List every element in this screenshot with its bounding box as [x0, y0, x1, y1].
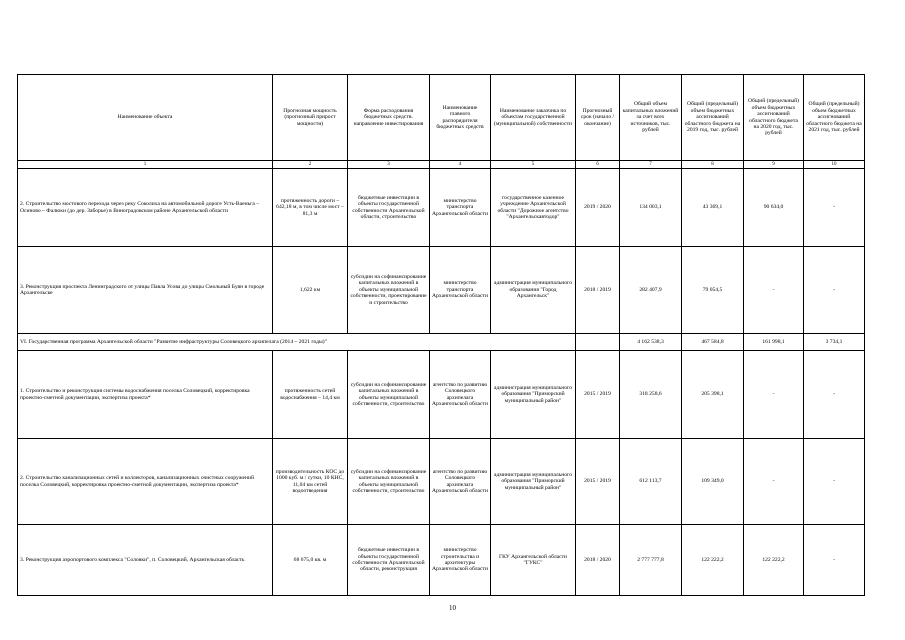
term: 2018 / 2020	[576, 525, 620, 596]
total-investment: 134 003,1	[620, 169, 682, 247]
budget-2020: -	[744, 351, 804, 439]
header-budget-2019: Общий (предельный) объем бюджетных ассигнований областного бюджета на 2019 год, тыс. рублей	[682, 75, 744, 161]
header-capacity: Прогнозная мощность (прогнозный прирост мощности)	[273, 75, 348, 161]
term: 2015 / 2019	[576, 351, 620, 439]
program-section-row	[18, 334, 865, 351]
customer: администрация муниципального образования "Приморский муниципальный район"	[491, 439, 576, 525]
capacity: производительность КОС до 1000 куб. м / сутки, 10 КНС, 11,04 км сетей водоотведения	[273, 439, 348, 525]
budget-2020: 122 222,2	[744, 525, 804, 596]
budget-2020: -	[744, 247, 804, 334]
budget-manager: агентство по развитию Соловецкого архипелага Архангельской области	[430, 351, 491, 439]
total-investment: 612 113,7	[620, 439, 682, 525]
header-budget-2020: Общий (предельный) объем бюджетных ассигнований областного бюджета на 2020 год, тыс. рублей	[744, 75, 804, 161]
customer: ГКУ Архангельской области "ГУКС"	[491, 525, 576, 596]
spending-form: бюджетные инвестиции в объекты государственной собственности Архангельской области, строительство	[348, 169, 430, 247]
budget-2021: -	[804, 169, 865, 247]
budget-2020: -	[744, 439, 804, 525]
budget-2021: -	[804, 247, 865, 334]
capital-investment-table	[17, 74, 865, 596]
table-row	[18, 439, 865, 525]
spending-form: субсидии на софинансирование капитальных вложений в объекты муниципальной собственности, строительство	[348, 439, 430, 525]
column-number: 4	[430, 161, 491, 169]
budget-2021: -	[804, 439, 865, 525]
column-number: 8	[682, 161, 744, 169]
term: 2019 / 2020	[576, 169, 620, 247]
total-investment: 318 258,6	[620, 351, 682, 439]
table-row	[18, 247, 865, 334]
header-customer: Наименование заказчика по объектам государственной (муниципальной) собственности	[491, 75, 576, 161]
section-2021: 3 734,1	[804, 334, 865, 351]
header-object-name: Наименование объекта	[18, 75, 273, 161]
section-total: 4 162 538,3	[620, 334, 682, 351]
column-number: 9	[744, 161, 804, 169]
total-investment: 282 407,9	[620, 247, 682, 334]
budget-2019: 205 398,1	[682, 351, 744, 439]
total-investment: 2 777 777,8	[620, 525, 682, 596]
budget-2020: 90 634,0	[744, 169, 804, 247]
section-2019: 467 584,8	[682, 334, 744, 351]
budget-2019: 79 054,5	[682, 247, 744, 334]
table-row	[18, 351, 865, 439]
column-number: 5	[491, 161, 576, 169]
page-number: 10	[449, 604, 456, 612]
column-number: 10	[804, 161, 865, 169]
budget-manager: министерство транспорта Архангельской области	[430, 169, 491, 247]
column-number: 1	[18, 161, 273, 169]
budget-manager: агентство по развитию Соловецкого архипелага Архангельской области	[430, 439, 491, 525]
spending-form: субсидии на софинансирование капитальных вложений в объекты муниципальной собственности, строительство	[348, 351, 430, 439]
header-total-investment: Общий объем капитальных вложений за счет всех источников, тыс. рублей	[620, 75, 682, 161]
object-name: 3. Реконструкция аэропортового комплекса "Соловки", п. Соловецкий, Архангельская область	[18, 525, 273, 596]
capacity: протяженность дороги – 642,18 м, в том числе мост – 81,3 м	[273, 169, 348, 247]
column-number: 7	[620, 161, 682, 169]
capacity: протяженность сетей водоснабжения – 14,4 км	[273, 351, 348, 439]
program-title: VI. Государственная программа Архангельской области "Развитие инфраструктуры Соловецкого архипелага (2014 – 2021 годы)"	[18, 334, 576, 351]
column-number: 3	[348, 161, 430, 169]
customer: государственное казенное учреждение Архангельской области "Дорожное агентство "Архангельскавтодор"	[491, 169, 576, 247]
budget-manager: министерство строительства и архитектуры Архангельской области	[430, 525, 491, 596]
column-number: 6	[576, 161, 620, 169]
budget-2019: 43 369,1	[682, 169, 744, 247]
column-number-row	[18, 161, 865, 169]
column-number: 2	[273, 161, 348, 169]
header-term: Прогнозный срок (начало / окончание)	[576, 75, 620, 161]
table-row	[18, 169, 865, 247]
object-name: 2. Строительство мостового перехода через реку Соколиха на автомобильной дороге Усть-Ваеньга – Осиново – Фалюки (до дер. Заборье) в Виноградовском районе Архангельской области	[18, 169, 273, 247]
table-row	[18, 525, 865, 596]
term: 2018 / 2019	[576, 247, 620, 334]
empty-cell	[576, 334, 620, 351]
term: 2015 / 2019	[576, 439, 620, 525]
section-2020: 161 998,1	[744, 334, 804, 351]
capacity: 1,622 км	[273, 247, 348, 334]
header-spending-form: Форма расходования бюджетных средств. направление инвестирования	[348, 75, 430, 161]
customer: администрация муниципального образования "Приморский муниципальный район"	[491, 351, 576, 439]
budget-2019: 109 349,0	[682, 439, 744, 525]
object-name: 3. Реконструкция проспекта Ленинградского от улицы Павла Усова до улицы Смольный Буян в городе Архангельске	[18, 247, 273, 334]
header-budget-manager: Наименование главного распорядителя бюджетных средств	[430, 75, 491, 161]
budget-2021: -	[804, 525, 865, 596]
budget-manager: министерство транспорта Архангельской области	[430, 247, 491, 334]
budget-2019: 122 222,2	[682, 525, 744, 596]
header-budget-2021: Общий (предельный) объем бюджетных ассигнований областного бюджета на 2021 год, тыс. рублей	[804, 75, 865, 161]
customer: администрация муниципального образования "Город Архангельск"	[491, 247, 576, 334]
object-name: 1. Строительство и реконструкция системы водоснабжения поселка Соловецкий, корректировка проектно-сметной документации, экспертиза проекта*	[18, 351, 273, 439]
spending-form: бюджетные инвестиции в объекты государственной собственности Архангельской области, реконструкция	[348, 525, 430, 596]
capacity: 68 675,0 кв. м	[273, 525, 348, 596]
object-name: 2. Строительство канализационных сетей и коллекторов, канализационных очистных сооружений поселка Соловецкий, корректировка проектно-сметной документации, экспертиза проекта*	[18, 439, 273, 525]
table-header-row	[18, 75, 865, 161]
spending-form: субсидии на софинансирование капитальных вложений в объекты муниципальной собственности, проектирование и строительство	[348, 247, 430, 334]
budget-2021: -	[804, 351, 865, 439]
